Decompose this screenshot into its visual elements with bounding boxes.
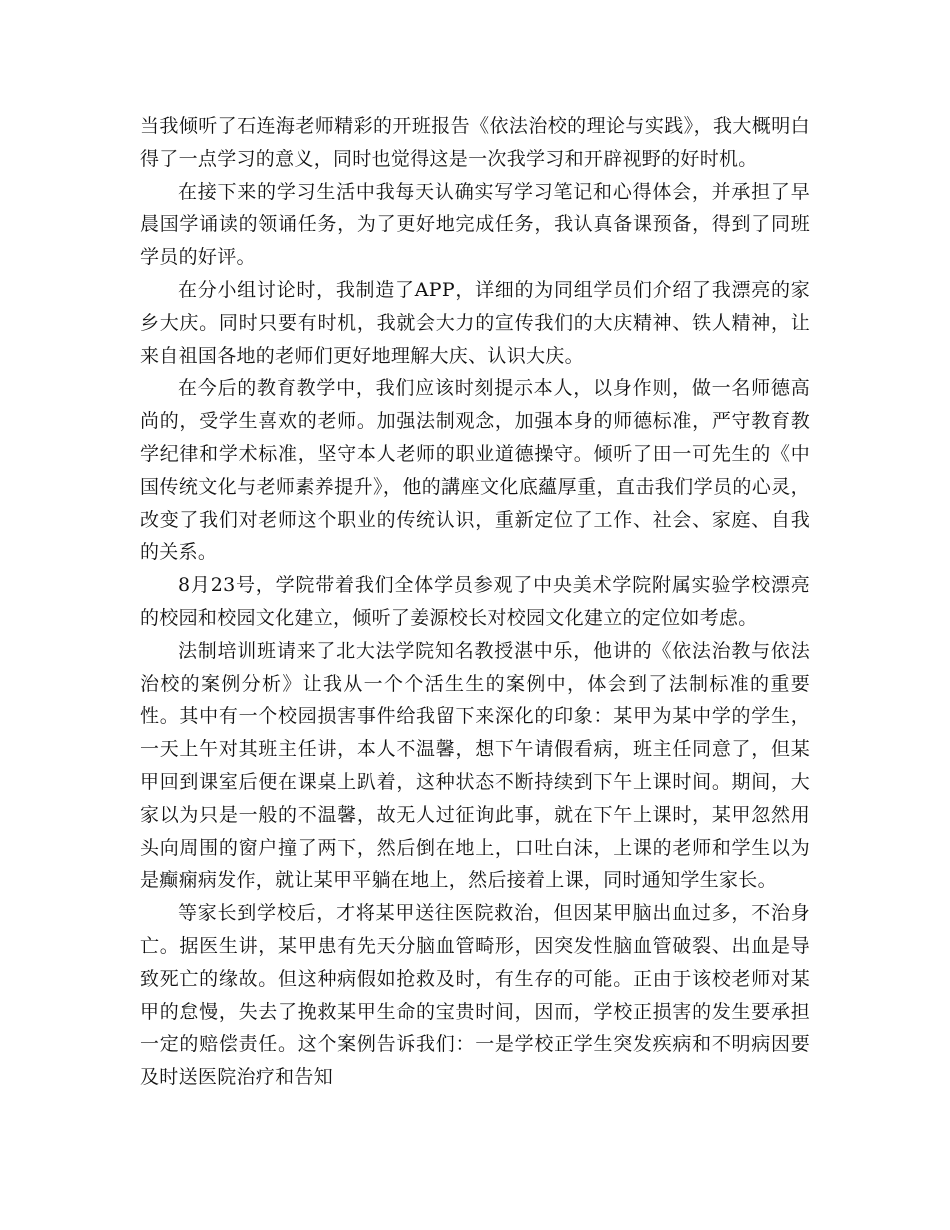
paragraph-3: 在分小组讨论时，我制造了APP，详细的为同组学员们介绍了我漂亮的家乡大庆。同时只要有时机，我就会大力的宣传我们的大庆精神、铁人精神，让来自祖国各地的老师们更好地理解大庆、认识大庆。 bbox=[140, 278, 810, 367]
document-body bbox=[140, 110, 810, 1094]
paragraph-7: 等家长到学校后，才将某甲送往医院救治，但因某甲脑出血过多，不治身亡。据医生讲，某甲患有先天分脑血管畸形，因突发性脑血管破裂、出血是导致死亡的缘故。但这种病假如抢救及时，有生存的可能。正由于该校老师对某甲的怠慢，失去了挽救某甲生命的宝贵时间，因而，学校正损害的发生要承担一定的赔偿责任。这个案例告诉我们：一是学校正学生突发疾病和不明病因要及时送医院治疗和告知 bbox=[140, 902, 810, 1089]
paragraph-6: 法制培训班请来了北大法学院知名教授湛中乐，他讲的《依法治教与依法治校的案例分析》让我从一个个活生生的案例中，体会到了法制标准的重要性。其中有一个校园损害事件给我留下来深化的印象：某甲为某中学的学生，一天上午对其班主任讲，本人不温馨，想下午请假看病，班主任同意了，但某甲回到课室后便在课桌上趴着，这种状态不断持续到下午上课时间。期间，大家以为只是一般的不温馨，故无人过征询此事，就在下午上课时，某甲忽然用头向周围的窗户撞了两下，然后倒在地上，口吐白沫，上课的老师和学生以为是癫痫病发作，就让某甲平躺在地上，然后接着上课，同时通知学生家长。 bbox=[140, 639, 810, 892]
paragraph-2: 在接下来的学习生活中我每天认确实写学习笔记和心得体会，并承担了早晨国学诵读的领诵任务，为了更好地完成任务，我认真备课预备，得到了同班学员的好评。 bbox=[140, 180, 810, 269]
paragraph-1: 当我倾听了石连海老师精彩的开班报告《依法治校的理论与实践》，我大概明白得了一点学习的意义，同时也觉得这是一次我学习和开辟视野的好时机。 bbox=[140, 115, 810, 170]
paragraph-4: 在今后的教育教学中，我们应该时刻提示本人，以身作则，做一名师德高尚的，受学生喜欢的老师。加强法制观念，加强本身的师德标准，严守教育教学纪律和学术标准，坚守本人老师的职业道德操守。倾听了田一可先生的《中国传统文化与老师素养提升》，他的講座文化底蘊厚重，直击我们学员的心灵，改变了我们对老师这个职业的传统认识，重新定位了工作、社会、家庭、自我的关系。 bbox=[140, 377, 810, 564]
paragraph-5: 8月23号，学院带着我们全体学员参观了中央美术学院附属实验学校漂亮的校园和校园文化建立，倾听了姜源校长对校园文化建立的定位如考虑。 bbox=[140, 574, 810, 629]
